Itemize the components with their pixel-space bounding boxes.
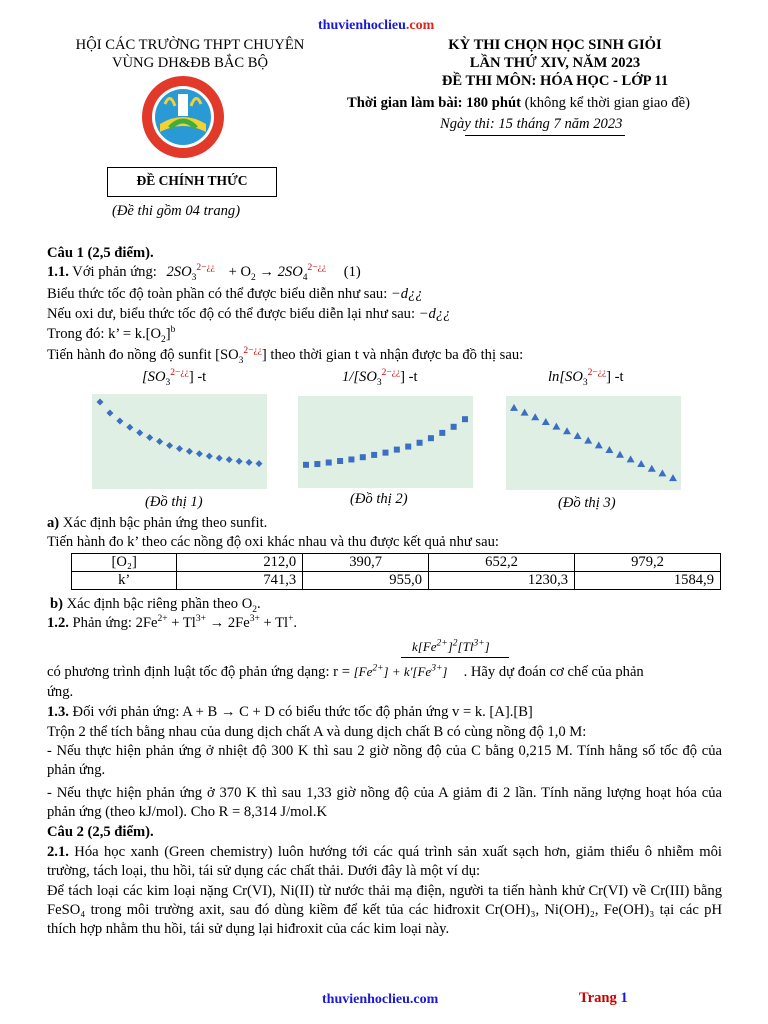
data-point (510, 404, 518, 411)
data-point (428, 435, 434, 441)
q1-1-reaction: 1.1. Với phản ứng: $2SO_3^{2-¿¿} + O_2 \to 2SO_4^{2-¿¿}$ (1) (47, 263, 361, 283)
q2-1-body: Để tách loại các kim loại nặng Cr(VI), Ni(II) từ nước thải mạ điện, người ta tiến hành khử Cr(VI) về Cr(III) bằng FeSO₄ trong môi trường axit, sau đó dùng kiềm để kết tủa các hiđroxit Cr(OH)₃, Ni(OH)₂, Fe(OH)₃ tại các pH thích hợp nhằm thu hồi, tái sử dụng lại hiđroxit của các kim loại này. (47, 883, 722, 937)
data-point (196, 450, 203, 457)
plot3-caption: (Đồ thị 3) (558, 495, 616, 511)
rate-excess-line: Nếu oxi dư, biểu thức tốc độ có thể được biểu diễn lại như sau: −d¿¿ (47, 306, 451, 322)
table-head-o2: [O₂] (72, 554, 177, 572)
table-intro: Tiến hành đo k’ theo các nồng độ oxi khác nhau và thu được kết quả như sau: (47, 534, 499, 550)
duration-label: Thời gian làm bài: 180 phút (347, 95, 521, 111)
data-point (394, 447, 400, 453)
data-point (521, 409, 529, 416)
site-footer[interactable]: thuvienhoclieu.com (322, 992, 439, 1007)
data-point (176, 445, 183, 452)
q1-2-reaction: 1.2. Phản ứng: $2Fe^{2+} + Tl^{3+} \to 2Fe^{3+} + Tl^+$. (47, 614, 298, 631)
q2-1-intro: 2.1. Hóa học xanh (Green chemistry) luôn hướng tới các quá trình sản xuất sạch hơn, giảm thiểu ô nhiễm môi trường, tách loại, thu hồi, tái sử dụng các chất thải. Dưới đây là một ví dụ: (47, 844, 722, 879)
exam-subject: ĐỀ THI MÔN: HÓA HỌC - LỚP 11 (441, 73, 669, 89)
table-cell: 741,3 (177, 572, 303, 590)
q2-title: Câu 2 (2,5 điểm). (47, 824, 154, 840)
site-name: thuvienhoclieu (318, 18, 406, 33)
site-header[interactable] (318, 16, 434, 35)
plot1 (92, 394, 267, 489)
page-count: (Đề thi gồm 04 trang) (112, 203, 241, 219)
question-a: a) Xác định bậc phản ứng theo sunfit. (47, 515, 268, 531)
table-cell: 1584,9 (575, 572, 721, 590)
data-point (595, 441, 603, 448)
rate-full-expr: −d¿¿ (390, 286, 423, 302)
q1-3-line2: Trộn 2 thể tích bằng nhau của dung dịch chất A và dung dịch chất B có cùng nồng độ 1,0 M: (47, 724, 587, 740)
data-point (574, 432, 582, 439)
duration-note: (không kể thời gian giao đề) (520, 95, 690, 111)
organizer-line1: HỘI CÁC TRƯỜNG THPT CHUYÊN (75, 37, 305, 53)
data-point (417, 440, 423, 446)
q1-2-rate-line2: ứng. (47, 684, 74, 700)
data-point (616, 451, 624, 458)
data-point (156, 438, 163, 445)
rate-excess-expr: −d¿¿ (418, 306, 451, 322)
data-point (462, 416, 468, 422)
official-stamp: ĐỀ CHÍNH THỨC (107, 167, 277, 197)
data-point (216, 455, 223, 462)
table-cell: 1230,3 (429, 572, 575, 590)
data-point (206, 453, 213, 460)
data-point (360, 454, 366, 460)
data-point (337, 458, 343, 464)
page-number: Trang 1 (579, 990, 628, 1006)
data-point (303, 462, 309, 468)
data-point (405, 444, 411, 450)
data-point (669, 474, 677, 481)
data-point (439, 430, 445, 436)
exam-title-block (380, 36, 730, 90)
plot3-label: $\ln[SO_3^{2-¿¿}]$ -t (548, 368, 624, 388)
data-point (542, 418, 550, 425)
data-point (552, 423, 560, 430)
data-point (584, 437, 592, 444)
exam-round: LẦN THỨ XIV, NĂM 2023 (469, 55, 641, 71)
data-point (637, 460, 645, 467)
data-point (236, 458, 243, 465)
data-point (371, 452, 377, 458)
data-point (116, 417, 123, 424)
measure-line: Tiến hành đo nồng độ sunfit $[SO_3^{2-¿¿}]$ theo thời gian t và nhận được ba đồ thị sau: (47, 346, 524, 366)
data-point (326, 460, 332, 466)
organizer-block (30, 36, 350, 72)
data-point (166, 442, 173, 449)
plot3-chart (506, 396, 681, 490)
reaction-rhs: 2SO (277, 264, 303, 280)
plot2-caption: (Đồ thị 2) (350, 491, 408, 507)
table-head-k: k’ (72, 572, 177, 590)
fraction-bar (401, 657, 509, 658)
data-point (627, 455, 635, 462)
data-point (136, 429, 143, 436)
plot1-label: $[SO_3^{2-¿¿}]$ -t (142, 368, 207, 388)
q1-title: Câu 1 (2,5 điểm). (47, 245, 154, 261)
data-point (256, 460, 263, 467)
plot2 (298, 396, 473, 488)
data-point (314, 461, 320, 467)
rate-numerator: $k[Fe^{2+}]^2[Tl^{3+}]$ (412, 638, 490, 654)
reaction-mid: + O (228, 264, 251, 280)
rate-full-line: Biểu thức tốc độ toàn phần có thể được biểu diễn như sau: −d¿¿ (47, 286, 423, 302)
data-point (383, 450, 389, 456)
exam-title: KỲ THI CHỌN HỌC SINH GIỎI (448, 37, 662, 53)
data-point (451, 424, 457, 430)
k-definition: Trong đó: k’ = $k.[O_2]^b$ (47, 325, 176, 345)
kinetics-table (71, 553, 721, 590)
logo-emblem-icon (140, 74, 226, 160)
school-logo (140, 74, 226, 160)
data-point (605, 446, 613, 453)
plot1-caption: (Đồ thị 1) (145, 494, 203, 510)
table-cell: 652,2 (429, 554, 575, 572)
data-point (531, 413, 539, 420)
data-point (146, 434, 153, 441)
q1-3-line3: - Nếu thực hiện phản ứng ở nhiệt độ 300 K thì sau 2 giờ nồng độ của C bằng 0,215 M. Tính hằng số tốc độ của phản ứng. (47, 743, 722, 778)
data-point (246, 459, 253, 466)
plot1-chart (92, 394, 267, 489)
q1-3-line4: - Nếu thực hiện phản ứng ở 370 K thì sau 1,33 giờ nồng độ của A giảm đi 2 lần. Tính năng lượng hoạt hóa của phản ứng (theo kJ/mol). Cho R = 8,314 J/mol.K (47, 785, 722, 820)
q1-1-intro: Với phản ứng: (68, 264, 157, 280)
plot2-label: $1/[SO_3^{2-¿¿}]$ -t (342, 368, 418, 388)
data-point (97, 399, 104, 406)
data-point (106, 410, 113, 417)
data-point (563, 427, 571, 434)
exam-duration (347, 94, 690, 113)
table-row (72, 572, 721, 590)
reaction-lhs: 2SO (166, 264, 192, 280)
exam-date: Ngày thi: 15 tháng 7 năm 2023 (440, 116, 623, 132)
q1-2-rate-line: có phương trình định luật tốc độ phản ứng dạng: $r = [Fe^{2+}] + k'[Fe^{3+}]$ . Hãy dự đoán cơ chế của phản (47, 663, 644, 680)
data-point (658, 469, 666, 476)
table-cell: 955,0 (303, 572, 429, 590)
plot3 (506, 396, 681, 490)
site-suffix: .com (405, 18, 435, 33)
table-cell: 212,0 (177, 554, 303, 572)
data-point (186, 448, 193, 455)
q1-3-line1: 1.3. Đối với phản ứng: A + B → C + D có biểu thức tốc độ phản ứng v = k. [A].[B] (47, 704, 533, 720)
data-point (126, 424, 133, 431)
plot2-chart (298, 396, 473, 488)
data-point (226, 456, 233, 463)
date-underline (465, 135, 625, 136)
organizer-line2: VÙNG DH&ĐB BẮC BỘ (111, 55, 269, 71)
data-point (348, 456, 354, 462)
data-point (648, 465, 656, 472)
table-row (72, 554, 721, 572)
q1-1-number: 1.1. (47, 264, 69, 280)
table-cell: 390,7 (303, 554, 429, 572)
reaction-tag: (1) (343, 264, 361, 280)
question-b: b) Xác định bậc riêng phần theo $O_2$. (50, 596, 261, 615)
table-cell: 979,2 (575, 554, 721, 572)
